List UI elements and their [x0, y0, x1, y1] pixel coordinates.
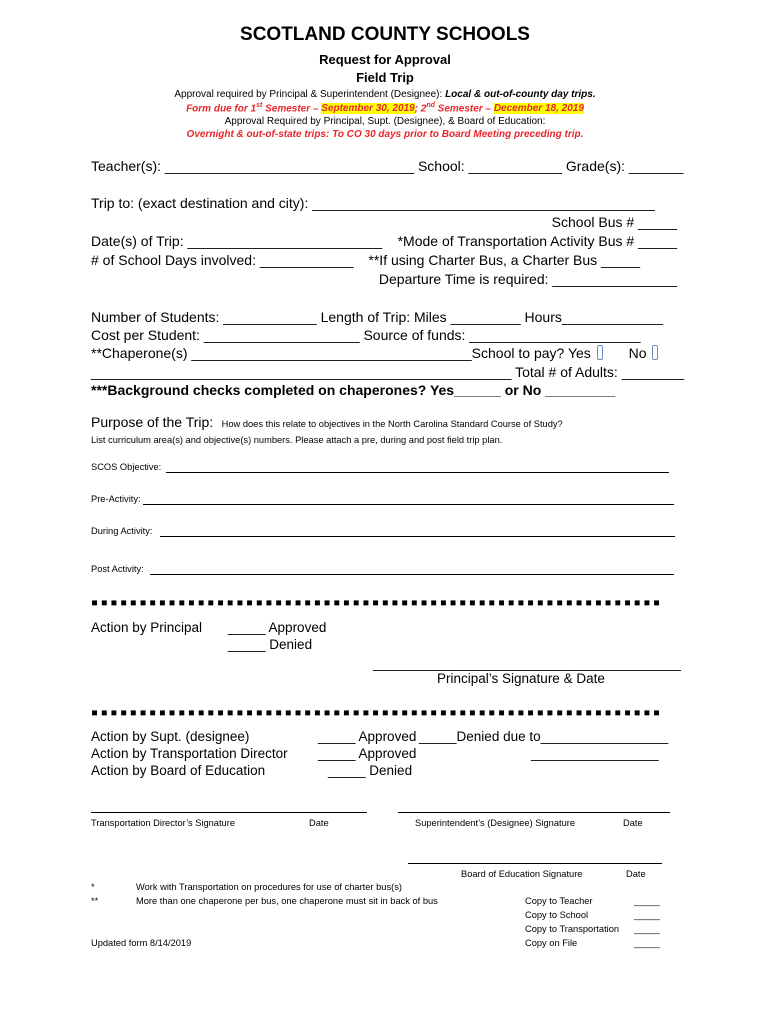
departure-time-field[interactable]: Departure Time is required: ________________ — [378, 271, 677, 287]
teacher-school-grade-field[interactable]: Teacher(s): ________________________________ School: ____________ Grade(s): _______ — [91, 158, 684, 174]
due-a: Form due for 1 — [186, 103, 257, 115]
no-checkbox[interactable] — [652, 345, 658, 360]
due-date-1: September 30, 2019 — [321, 103, 415, 115]
school-bus-field[interactable]: School Bus # _____ — [551, 214, 677, 230]
during-activity-label: During Activity: — [91, 526, 153, 536]
transport-action-label: Action by Transportation Director — [91, 746, 288, 761]
due-sup1: st — [256, 102, 263, 109]
board-action-label: Action by Board of Education — [91, 763, 266, 778]
approval-line-3: Approval Required by Principal, Supt. (Designee), & Board of Education: — [224, 116, 546, 127]
board-signature-label: Board of Education Signature — [461, 869, 583, 879]
supt-denied-due[interactable]: _____Denied due to_________________ — [419, 729, 669, 744]
note-star-2: ** — [91, 896, 99, 906]
principal-action-label: Action by Principal — [91, 620, 203, 635]
chaperone-text: **Chaperone(s) ____________________________________School to pay? Yes — [91, 345, 591, 361]
background-check-field[interactable]: ***Background checks completed on chaperones? Yes______ or No _________ — [91, 382, 616, 398]
supt-date-label: Date — [623, 818, 643, 828]
approval-line-1 — [0, 89, 770, 100]
supt-action-label: Action by Supt. (designee) — [91, 729, 250, 744]
chaperone-field[interactable] — [91, 345, 660, 361]
dotted-divider: ▪▪▪▪▪▪▪▪▪▪▪▪▪▪▪▪▪▪▪▪▪▪▪▪▪▪▪▪▪▪▪▪▪▪▪▪▪▪▪▪▪▪▪▪▪▪▪▪▪▪▪▪▪▪▪▪▪▪▪ — [91, 592, 663, 614]
copy-transportation-label: Copy to Transportation — [525, 924, 620, 934]
principal-signature-line[interactable]: _________________________________________ — [373, 656, 681, 671]
charter-bus-field[interactable]: **If using Charter Bus, a Charter Bus _____ — [368, 252, 640, 268]
overnight-line: Overnight & out-of-state trips: To CO 30 days prior to Board Meeting preceding trip. — [186, 129, 584, 140]
transport-signature-line[interactable] — [91, 812, 367, 813]
supt-signature-label: Superintendent’s (Designee) Signature — [415, 818, 576, 828]
during-activity-input-line[interactable] — [160, 536, 675, 537]
due-dates-line — [0, 102, 770, 114]
copy-teacher-label: Copy to Teacher — [525, 896, 593, 906]
copy-transportation-blank[interactable]: _____ — [634, 924, 660, 934]
cost-funds-field[interactable]: Cost per Student: ____________________ Source of funds: ______________________ — [91, 327, 641, 343]
note-star-1: * — [91, 882, 95, 892]
copy-file-label: Copy on File — [525, 938, 578, 948]
due-date-2: December 18, 2019 — [493, 103, 584, 115]
pre-activity-label: Pre-Activity: — [91, 494, 141, 504]
transport-approved[interactable]: _____ Approved — [318, 746, 417, 761]
transport-date-label: Date — [309, 818, 329, 828]
page-title: SCOTLAND COUNTY SCHOOLS — [240, 24, 530, 45]
due-d: Semester – — [434, 103, 494, 115]
total-adults-field[interactable]: ______________________________________________________ Total # of Adults: ________ — [91, 364, 684, 380]
board-denied[interactable]: _____ Denied — [328, 763, 413, 778]
supt-approved[interactable]: _____ Approved — [318, 729, 417, 744]
principal-approved[interactable]: _____ Approved — [228, 620, 327, 635]
due-c: ; 2 — [414, 103, 427, 115]
denied-reason-line[interactable]: _________________ — [531, 746, 659, 761]
board-date-label: Date — [626, 869, 646, 879]
approval-line-1-trips: Local & out-of-county day trips. — [445, 89, 596, 100]
subtitle-field-trip: Field Trip — [356, 70, 414, 85]
purpose-question: How does this relate to objectives in the North Carolina Standard Course of Study? — [221, 419, 563, 429]
approval-line-1-text: Approval required by Principal & Superintendent (Designee): — [174, 89, 446, 100]
trip-dates-field[interactable]: Date(s) of Trip: _________________________ — [91, 233, 383, 249]
copy-file-blank[interactable]: _____ — [634, 938, 660, 948]
principal-signature-label: Principal’s Signature & Date — [437, 671, 605, 686]
due-b: Semester – — [262, 103, 322, 115]
post-activity-label: Post Activity: — [91, 564, 144, 574]
note-charter: Work with Transportation on procedures for use of charter bus(s) — [136, 882, 402, 892]
purpose-label: Purpose of the Trip: — [91, 414, 214, 430]
supt-signature-line[interactable] — [398, 812, 670, 813]
students-length-field[interactable]: Number of Students: ____________ Length of Trip: Miles _________ Hours_____________ — [91, 309, 664, 325]
purpose-heading — [91, 414, 563, 432]
pre-activity-input-line[interactable] — [143, 504, 674, 505]
no-label: No — [628, 345, 647, 361]
dotted-divider: ▪▪▪▪▪▪▪▪▪▪▪▪▪▪▪▪▪▪▪▪▪▪▪▪▪▪▪▪▪▪▪▪▪▪▪▪▪▪▪▪▪▪▪▪▪▪▪▪▪▪▪▪▪▪▪▪▪▪▪ — [91, 702, 663, 724]
transport-signature-label: Transportation Director’s Signature — [91, 818, 235, 828]
due-sup2: nd — [426, 102, 435, 109]
yes-checkbox[interactable] — [597, 345, 603, 360]
copy-school-blank[interactable]: _____ — [634, 910, 660, 920]
board-signature-line[interactable] — [408, 863, 662, 864]
copy-school-label: Copy to School — [525, 910, 589, 920]
updated-date: Updated form 8/14/2019 — [91, 938, 192, 948]
trip-destination-field[interactable]: Trip to: (exact destination and city): ____________________________________________ — [91, 195, 655, 211]
subtitle-request: Request for Approval — [319, 52, 451, 67]
note-chaperone: More than one chaperone per bus, one chaperone must sit in back of bus — [136, 896, 438, 906]
copy-teacher-blank[interactable]: _____ — [634, 896, 660, 906]
principal-denied[interactable]: _____ Denied — [228, 637, 313, 652]
scos-input-line[interactable] — [166, 472, 669, 473]
post-activity-input-line[interactable] — [150, 574, 674, 575]
scos-label: SCOS Objective: — [91, 462, 162, 472]
activity-bus-field[interactable]: *Mode of Transportation Activity Bus # _____ — [397, 233, 677, 249]
purpose-instructions: List curriculum area(s) and objective(s) numbers. Please attach a pre, during and post field trip plan. — [91, 435, 503, 445]
school-days-field[interactable]: # of School Days involved: ____________ — [91, 252, 354, 268]
